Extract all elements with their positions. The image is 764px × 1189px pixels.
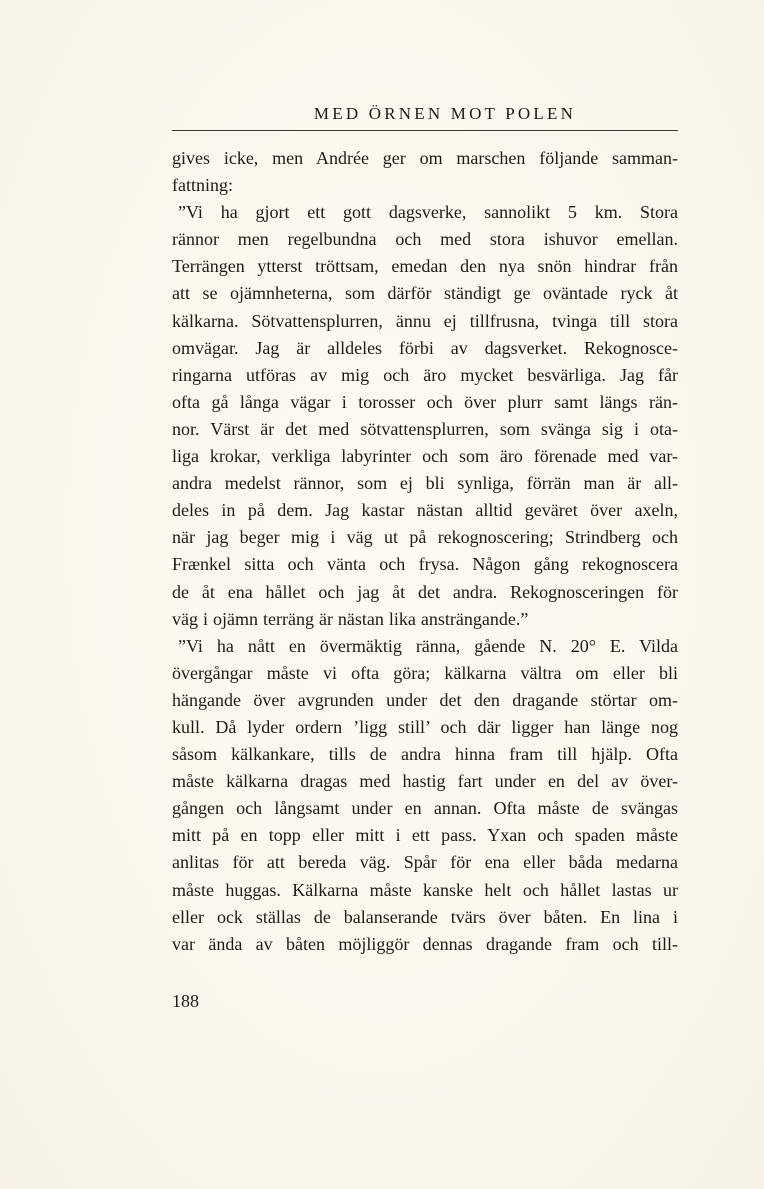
text-line: nor. Värst är det med sötvattensplurren, som svänga sig i ota- <box>172 418 678 439</box>
text-line: måste kälkarna dragas med hastig fart under en del av över- <box>172 771 678 792</box>
text-line: kälkarna. Sötvattensplurren, ännu ej tillfrusna, tvinga till stora <box>172 310 678 331</box>
text-line: när jag beger mig i väg ut på rekognoscering; Strindberg och <box>172 527 678 548</box>
text-line: fattning: <box>172 175 233 196</box>
text-line: var ända av båten möjliggör dennas dragande fram och till- <box>172 933 678 954</box>
text-line: gången och långsamt under en annan. Ofta måste de svängas <box>172 798 678 819</box>
text-line: ofta gå långa vägar i torosser och över plurr samt längs rän- <box>172 391 678 412</box>
text-line: kull. Då lyder ordern ’ligg still’ och där ligger han länge nog <box>172 716 678 737</box>
text-line: mitt på en topp eller mitt i ett pass. Yxan och spaden måste <box>172 825 678 846</box>
text-line: övergångar måste vi ofta göra; kälkarna vältra om eller bli <box>172 662 678 683</box>
text-line: ”Vi ha nått en övermäktig ränna, gående N. 20° E. Vilda <box>178 635 678 656</box>
body-text <box>172 145 678 958</box>
text-line: omvägar. Jag är alldeles förbi av dagsverket. Rekognosce- <box>172 337 678 358</box>
text-line: gives icke, men Andrée ger om marschen följande samman- <box>172 148 678 168</box>
header-rule <box>172 130 678 131</box>
text-line: Terrängen ytterst tröttsam, emedan den nya snön hindrar från <box>172 256 678 277</box>
page-number: 188 <box>172 991 199 1011</box>
text-line: ringarna utföras av mig och äro mycket besvärliga. Jag får <box>172 364 678 385</box>
text-line: anlitas för att bereda väg. Spår för ena eller båda medarna <box>172 852 678 873</box>
running-head: MED ÖRNEN MOT POLEN <box>313 104 577 123</box>
text-line: hängande över avgrunden under det den dragande störtar om- <box>172 689 678 710</box>
text-line: andra medelst rännor, som ej bli synliga, förrän man är all- <box>172 473 678 494</box>
text-line: att se ojämnheterna, som därför ständigt ge oväntade ryck åt <box>172 283 678 304</box>
text-line: Frænkel sitta och vänta och frysa. Någon gång rekognoscera <box>172 554 678 575</box>
text-line: såsom kälkankare, tills de andra hinna fram till hjälp. Ofta <box>172 744 678 765</box>
text-line: rännor men regelbundna och med stora ishuvor emellan. <box>172 229 678 250</box>
text-line: deles in på dem. Jag kastar nästan alltid geväret över axeln, <box>172 500 678 521</box>
text-line: de åt ena hållet och jag åt det andra. Rekognosceringen för <box>172 581 678 602</box>
text-line: eller ock ställas de balanserande tvärs över båten. En lina i <box>172 906 678 927</box>
text-line: måste huggas. Kälkarna måste kanske helt och hållet lastas ur <box>172 879 678 900</box>
text-line: ”Vi ha gjort ett gott dagsverke, sannolikt 5 km. Stora <box>178 202 678 223</box>
text-line: väg i ojämn terräng är nästan lika ansträngande.” <box>172 608 529 629</box>
text-line: liga krokar, verkliga labyrinter och som äro förenade med var- <box>172 446 678 467</box>
